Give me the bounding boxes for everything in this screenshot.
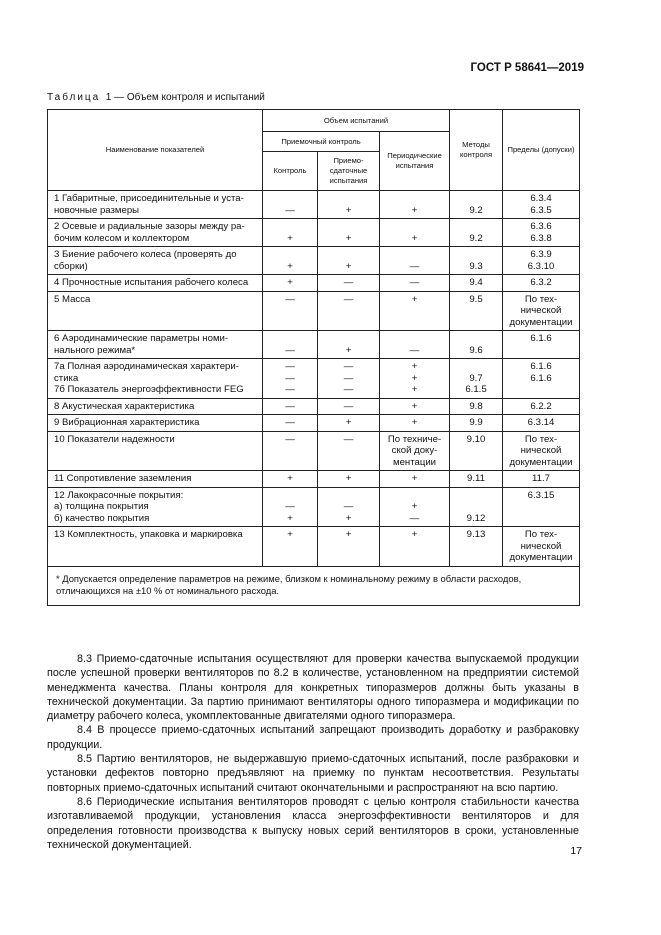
cell-line: — <box>343 384 354 395</box>
indicator-name-line: 4 Прочностные испытания рабочего колеса <box>54 277 249 288</box>
cell-line: + <box>411 293 418 305</box>
paragraph-8-6: 8.6 Периодические испытания вентиляторов проводят с целью контроля стабильности качества изготавливаемой продукции, установления класса энергоэффективности вентиляторов и для определения готовности производства к выпуску новых серий вентиляторов в сроки, установленные технической документацией. <box>47 795 579 851</box>
control-cell <box>263 275 318 292</box>
delivery-cell <box>318 247 380 275</box>
periodic-cell <box>380 431 450 471</box>
limits-cell <box>503 471 580 488</box>
cell-line: + <box>345 529 352 540</box>
limits-line: 6.1.6 <box>530 361 552 372</box>
indicator-name-line: 7а Полная аэродинамическая характери- <box>54 361 239 372</box>
cell-line: 9.12 <box>466 512 486 524</box>
delivery-cell <box>318 487 380 527</box>
cell-line: + <box>287 277 293 288</box>
table-row <box>48 415 580 432</box>
method-cell <box>450 487 503 527</box>
control-cell <box>263 415 318 432</box>
indicator-name-cell <box>48 527 263 567</box>
cell-line: + <box>411 473 418 484</box>
cell-line: — <box>285 433 295 445</box>
cell-line: + <box>287 232 293 244</box>
cell-line: — <box>285 344 295 356</box>
header-acceptance-control: Приемочный контроль <box>263 132 380 152</box>
indicator-name-cell <box>48 487 263 527</box>
cell-line: 9.3 <box>469 260 483 272</box>
paragraph-8-4: 8.4 В процессе приемо-сдаточных испытаний запрещают производить доработку и разбраковку продукции. <box>47 724 579 751</box>
delivery-cell <box>318 291 380 331</box>
delivery-cell <box>318 431 380 471</box>
cell-line: + <box>345 204 352 216</box>
indicator-name-line: 5 Масса <box>54 293 91 305</box>
method-cell <box>450 527 503 567</box>
indicator-name-cell <box>48 431 263 471</box>
cell-line: — <box>409 260 420 272</box>
cell-line: — <box>285 372 295 384</box>
limits-line: 6.3.14 <box>527 417 555 428</box>
delivery-cell <box>318 398 380 415</box>
limits-line: 6.3.4 <box>530 193 552 204</box>
indicator-name-line: 3 Биение рабочего колеса (проверять до <box>54 249 237 260</box>
control-cell <box>263 431 318 471</box>
cell-line: — <box>409 344 420 356</box>
delivery-cell <box>318 359 380 399</box>
cell-line: + <box>287 473 293 484</box>
limits-line: 11.7 <box>532 473 550 484</box>
periodic-cell <box>380 527 450 567</box>
table-row <box>48 471 580 488</box>
limits-cell <box>503 275 580 292</box>
page-number: 17 <box>570 845 582 857</box>
periodic-cell <box>380 191 450 219</box>
indicator-name-cell <box>48 291 263 331</box>
method-cell <box>450 291 503 331</box>
limits-line: 6.3.8 <box>530 232 552 244</box>
limits-cell <box>503 247 580 275</box>
control-cell <box>263 247 318 275</box>
limits-cell <box>503 398 580 415</box>
cell-line: + <box>411 501 418 512</box>
indicator-name-line: 8 Акустическая характеристика <box>54 400 195 412</box>
indicator-name-line: а) толщина покрытия <box>54 501 149 512</box>
indicator-name-line: 12 Лакокрасочные покрытия: <box>54 489 184 501</box>
header-indicator-name: Наименование показателей <box>48 110 263 191</box>
method-cell <box>450 431 503 471</box>
limits-line: 6.1.6 <box>530 333 552 344</box>
limits-line: 6.3.10 <box>527 260 555 272</box>
delivery-cell <box>318 219 380 247</box>
limits-cell <box>503 191 580 219</box>
cell-line: + <box>345 344 352 356</box>
cell-line: — <box>343 361 354 372</box>
limits-cell <box>503 487 580 527</box>
table-row <box>48 527 580 567</box>
indicator-name-cell <box>48 471 263 488</box>
control-cell <box>263 398 318 415</box>
indicator-name-cell <box>48 219 263 247</box>
indicator-name-line: бочим колесом и коллектором <box>54 232 190 244</box>
cell-line: 9.2 <box>469 232 483 244</box>
cell-line: — <box>285 204 295 216</box>
limits-line: По тех- <box>524 293 558 305</box>
method-cell <box>450 247 503 275</box>
table-row <box>48 431 580 471</box>
cell-line: — <box>285 384 295 395</box>
cell-line: 6.1.5 <box>465 384 487 395</box>
cell-line: 9.5 <box>469 293 483 305</box>
table-row <box>48 359 580 399</box>
limits-line: документации <box>509 316 573 328</box>
limits-line: По тех- <box>524 529 558 540</box>
cell-line: ментации <box>392 456 437 468</box>
table-caption-label: Таблица <box>47 92 101 103</box>
indicator-name-line: 1 Габаритные, присоединительные и уста- <box>54 193 244 204</box>
periodic-cell <box>380 275 450 292</box>
periodic-cell <box>380 471 450 488</box>
cell-line: — <box>343 372 354 384</box>
cell-line: + <box>411 372 418 384</box>
indicator-name-line: б) качество покрытия <box>54 512 150 524</box>
paragraph-8-3: 8.3 Приемо-сдаточные испытания осуществляют для проверки качества выпускаемой продукции после успешной проверки вентиляторов по 8.2 в количестве, установленном на предприятии системой менеджмента качества. Планы контроля для конкретных типоразмеров должны быть указаны в технической документации. За партию принимают вентиляторы одного типоразмера и модификации по диаметру рабочего колеса, укомплектованные двигателями одного типоразмера. <box>47 653 579 723</box>
indicator-name-cell <box>48 247 263 275</box>
cell-line: + <box>287 529 293 540</box>
limits-cell <box>503 359 580 399</box>
indicator-name-line: 2 Осевые и радиальные зазоры между ра- <box>54 221 245 232</box>
cell-line: — <box>285 293 295 305</box>
cell-line: + <box>345 512 352 524</box>
cell-line: — <box>285 501 295 512</box>
cell-line: + <box>411 384 418 395</box>
paragraph-8-5: 8.5 Партию вентиляторов, не выдержавшую приемо-сдаточных испытаний, после разбраковки и установки дефектов повторно предъявляют на приемку по пунктам несоответствия. Результаты повторных приемо-сдаточных испытаний считают окончательными и распространяют на всю партию. <box>47 753 579 794</box>
cell-line: — <box>285 417 295 428</box>
control-cell <box>263 359 318 399</box>
header-control: Контроль <box>263 152 318 191</box>
cell-line: 9.6 <box>469 344 483 356</box>
delivery-cell <box>318 331 380 359</box>
body-text <box>47 652 579 852</box>
cell-line: — <box>409 277 420 288</box>
indicator-name-cell <box>48 415 263 432</box>
table-row <box>48 275 580 292</box>
method-cell <box>450 275 503 292</box>
cell-line: 9.7 <box>469 372 483 384</box>
periodic-cell <box>380 487 450 527</box>
table-row <box>48 398 580 415</box>
periodic-cell <box>380 331 450 359</box>
indicator-name-cell <box>48 191 263 219</box>
limits-line: 6.3.2 <box>530 277 552 288</box>
cell-line: — <box>285 400 295 412</box>
cell-line: + <box>411 361 418 372</box>
indicator-name-line: 7б Показатель энергоэффективности FEG <box>54 384 244 395</box>
cell-line: + <box>345 473 352 484</box>
limits-cell <box>503 219 580 247</box>
delivery-cell <box>318 191 380 219</box>
cell-line: 9.8 <box>469 400 483 412</box>
periodic-cell <box>380 247 450 275</box>
limits-line: 6.1.6 <box>530 372 552 384</box>
limits-line: нической <box>520 305 562 316</box>
limits-cell <box>503 291 580 331</box>
method-cell <box>450 471 503 488</box>
table-caption <box>47 92 265 103</box>
indicator-name-line: 9 Вибрационная характеристика <box>54 417 200 428</box>
cell-line: — <box>343 400 354 412</box>
limits-line: документации <box>509 552 573 563</box>
control-cell <box>263 331 318 359</box>
control-cell <box>263 471 318 488</box>
cell-line: + <box>345 260 352 272</box>
indicator-name-line: 13 Комплектность, упаковка и маркировка <box>54 529 243 540</box>
table-footnote: * Допускается определение параметров на режиме, близком к номинальному режиму в области расходов, отличающихся на ±10 % от номинального расхода. <box>48 566 580 605</box>
cell-line: 9.4 <box>469 277 483 288</box>
header-delivery-tests: Приемо-сдаточные испытания <box>318 152 380 191</box>
control-cell <box>263 219 318 247</box>
indicator-name-cell <box>48 275 263 292</box>
method-cell <box>450 331 503 359</box>
indicator-name-cell <box>48 331 263 359</box>
indicator-name-cell <box>48 398 263 415</box>
limits-cell <box>503 527 580 567</box>
header-limits: Пределы (допуски) <box>503 110 580 191</box>
indicator-name-line: 6 Аэродинамические параметры номи- <box>54 333 229 344</box>
header-test-scope: Объем испытаний <box>263 110 450 132</box>
cell-line: + <box>411 529 418 540</box>
delivery-cell <box>318 415 380 432</box>
limits-line: 6.3.9 <box>530 249 552 260</box>
header-test-methods: Методы контроля <box>450 110 503 191</box>
cell-line: 9.11 <box>467 473 485 484</box>
cell-line: — <box>409 512 420 524</box>
document-designation: ГОСТ Р 58641—2019 <box>470 62 584 74</box>
cell-line: + <box>345 417 352 428</box>
cell-line: 9.2 <box>469 204 483 216</box>
limits-cell <box>503 331 580 359</box>
cell-line: — <box>343 433 354 445</box>
cell-line: 9.13 <box>466 529 486 540</box>
cell-line: — <box>343 501 354 512</box>
header-periodic-tests: Периодические испытания <box>380 132 450 191</box>
delivery-cell <box>318 471 380 488</box>
cell-line: + <box>287 512 293 524</box>
table-row <box>48 247 580 275</box>
cell-line: По техниче- <box>387 433 442 445</box>
periodic-cell <box>380 359 450 399</box>
limits-line: 6.3.15 <box>527 489 555 501</box>
periodic-cell <box>380 415 450 432</box>
limits-line: 6.3.6 <box>530 221 552 232</box>
limits-cell <box>503 415 580 432</box>
table-row <box>48 487 580 527</box>
control-cell <box>263 487 318 527</box>
table-row <box>48 331 580 359</box>
limits-line: документации <box>509 456 573 468</box>
control-cell <box>263 291 318 331</box>
cell-line: + <box>411 417 418 428</box>
method-cell <box>450 398 503 415</box>
delivery-cell <box>318 527 380 567</box>
limits-cell <box>503 431 580 471</box>
table-row <box>48 191 580 219</box>
table-footnote-row <box>48 566 580 605</box>
method-cell <box>450 219 503 247</box>
limits-line: 6.2.2 <box>530 400 552 412</box>
periodic-cell <box>380 291 450 331</box>
method-cell <box>450 415 503 432</box>
cell-line: ской доку- <box>391 445 438 456</box>
control-cell <box>263 191 318 219</box>
table-row <box>48 291 580 331</box>
indicator-name-line: стика <box>54 372 79 384</box>
indicator-name-line: сборки) <box>54 260 88 272</box>
indicator-name-line: новочные размеры <box>54 204 140 216</box>
limits-line: 6.3.5 <box>530 204 552 216</box>
method-cell <box>450 359 503 399</box>
cell-line: 9.10 <box>466 433 486 445</box>
cell-line: — <box>285 361 295 372</box>
indicator-name-cell <box>48 359 263 399</box>
cell-line: — <box>343 277 354 288</box>
indicator-name-line: 11 Сопротивление заземления <box>54 473 192 484</box>
cell-line: 9.9 <box>469 417 483 428</box>
method-cell <box>450 191 503 219</box>
periodic-cell <box>380 219 450 247</box>
limits-line: нической <box>520 540 562 552</box>
cell-line: + <box>345 232 352 244</box>
control-cell <box>263 527 318 567</box>
cell-line: — <box>343 293 354 305</box>
table-row <box>48 219 580 247</box>
cell-line: + <box>287 260 293 272</box>
cell-line: + <box>411 204 418 216</box>
indicator-name-line: нального режима* <box>54 344 136 356</box>
delivery-cell <box>318 275 380 292</box>
periodic-cell <box>380 398 450 415</box>
limits-line: По тех- <box>524 433 558 445</box>
cell-line: + <box>411 232 418 244</box>
table-caption-title: 1 — Объем контроля и испытаний <box>105 92 265 103</box>
inspection-scope-table <box>47 109 580 606</box>
cell-line: + <box>411 400 418 412</box>
indicator-name-line: 10 Показатели надежности <box>54 433 175 445</box>
limits-line: нической <box>520 445 562 456</box>
